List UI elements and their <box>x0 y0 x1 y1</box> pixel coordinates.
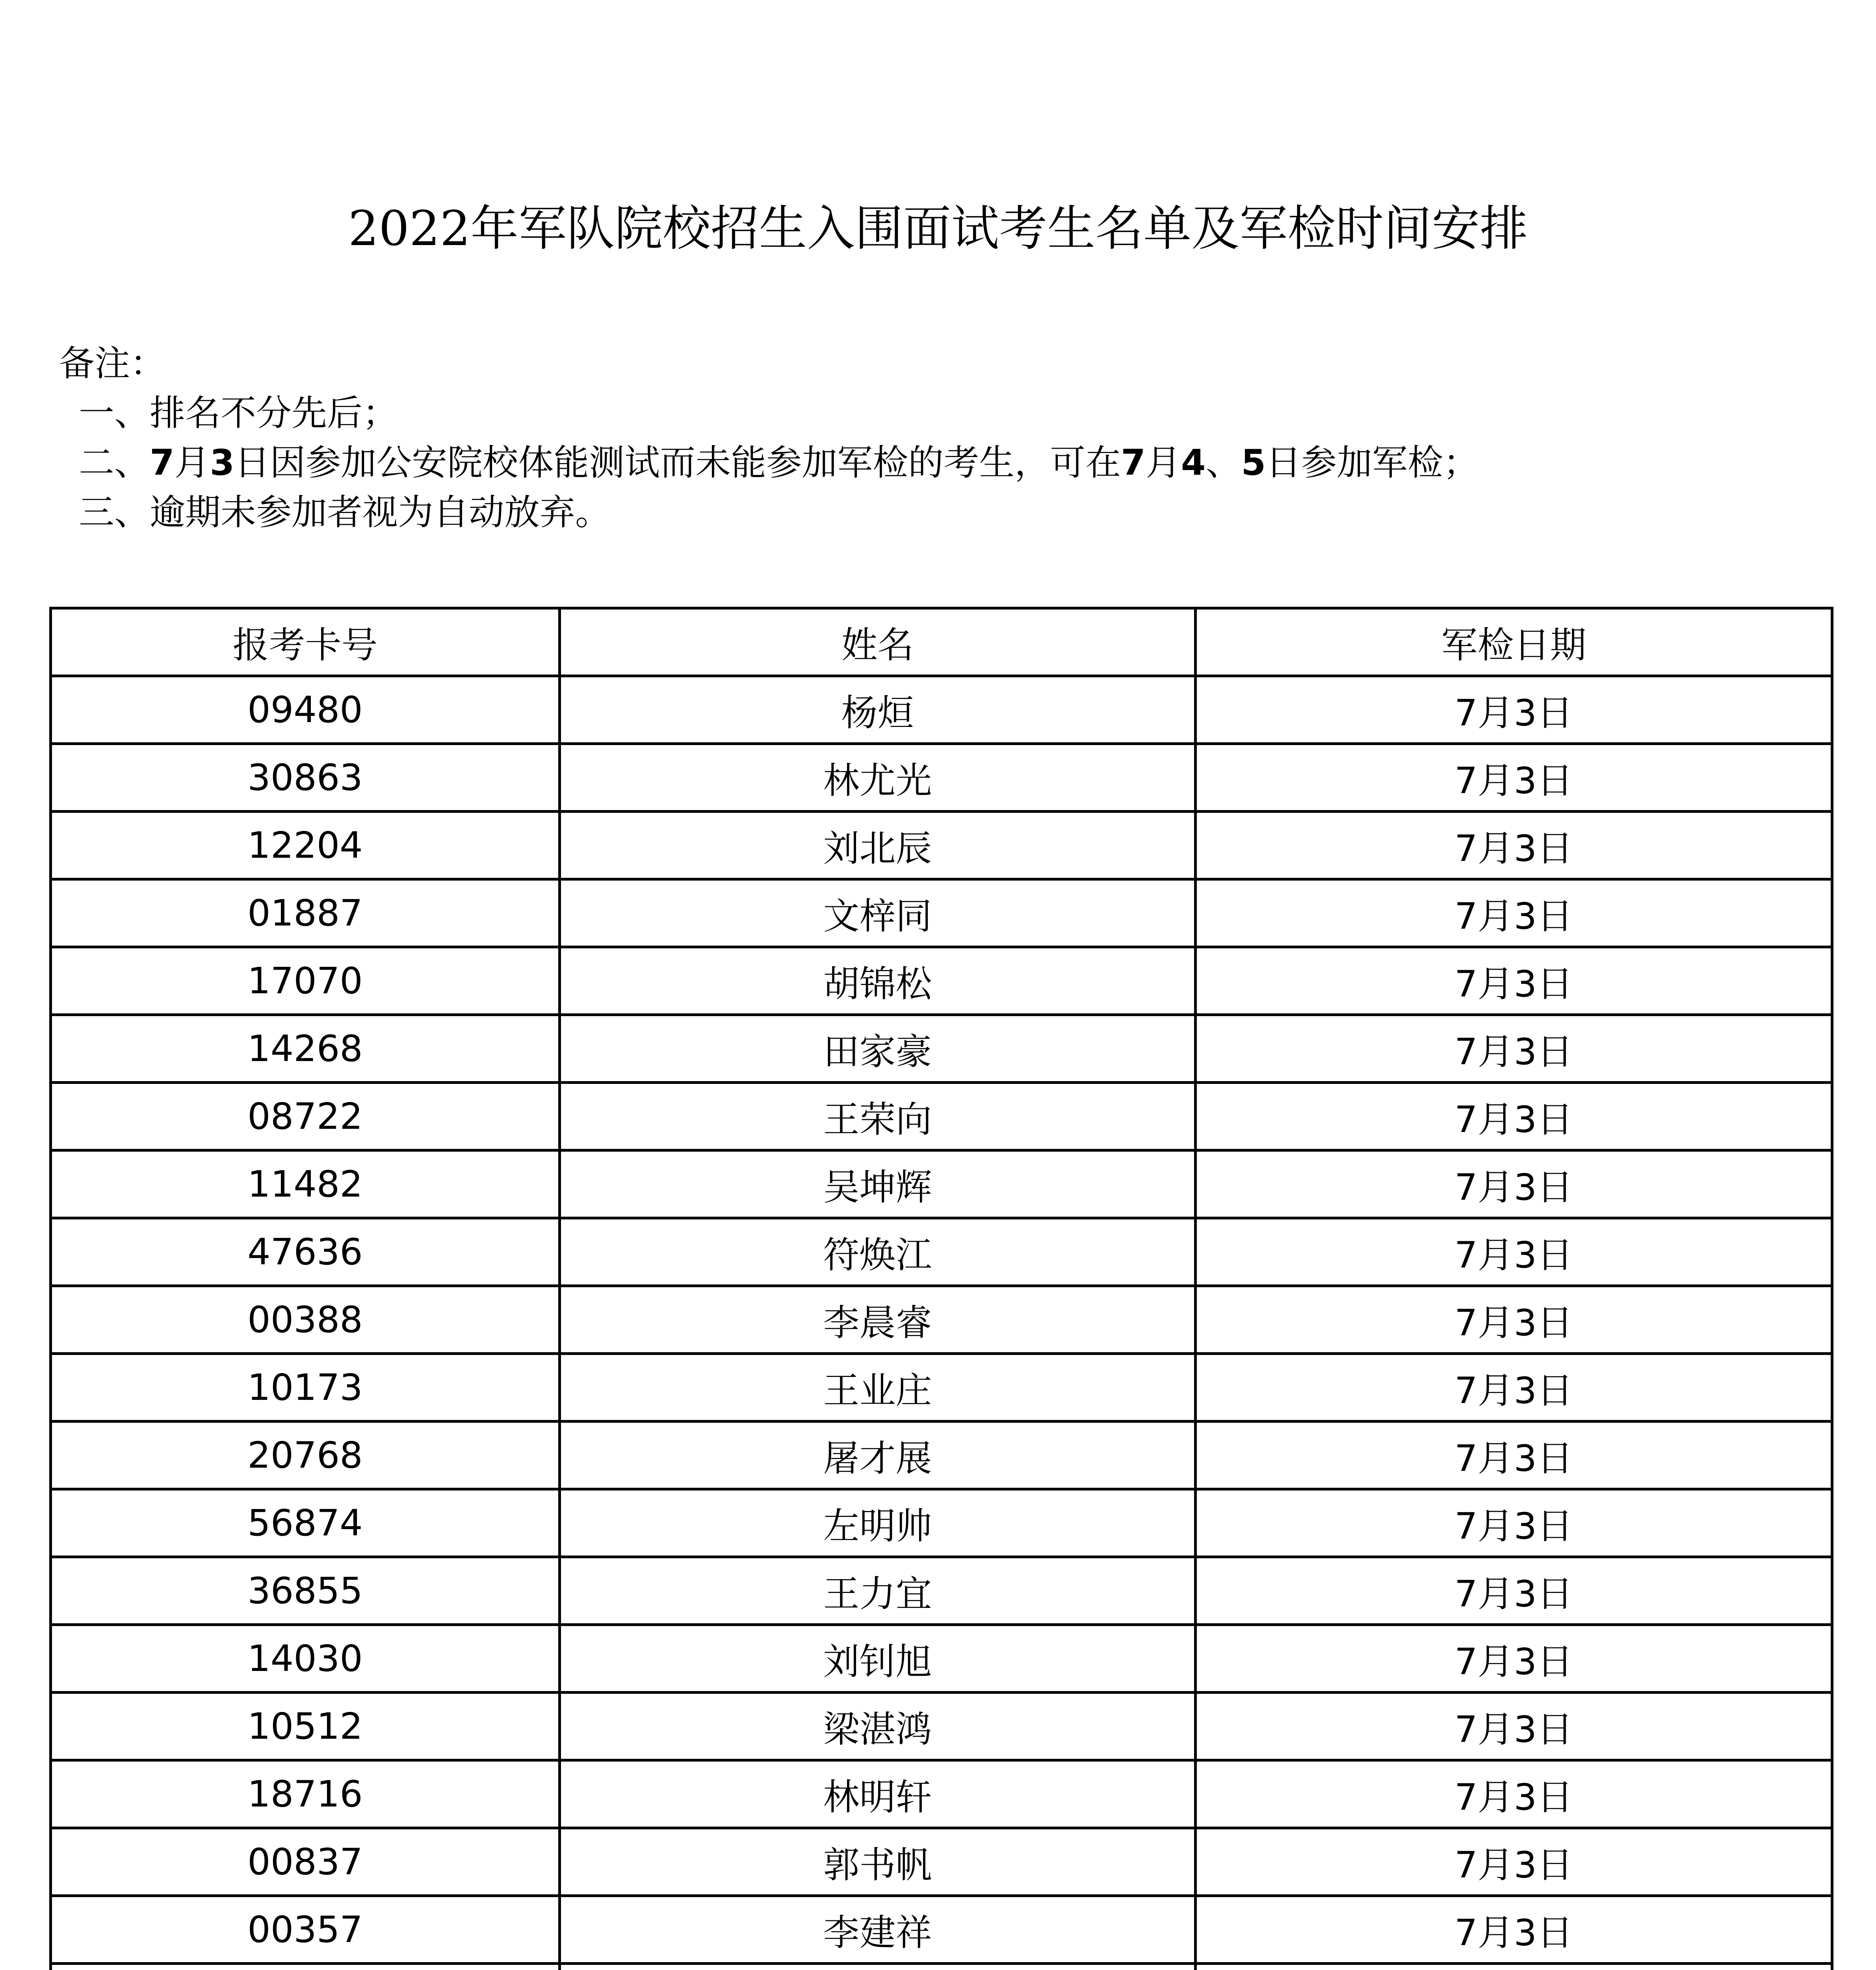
military-check-date-cell: 7月3日 <box>1196 812 1832 879</box>
military-check-date-cell: 7月3日 <box>1196 1354 1832 1422</box>
note-item-2-day-b: 5 <box>1241 442 1266 483</box>
note-item-2-month2-char: 月 <box>1145 442 1181 483</box>
exam-card-number-cell <box>51 1964 560 1970</box>
military-check-date-cell: 7月3日 <box>1196 947 1832 1015</box>
page-title: 2022年军队院校招生入围面试考生名单及军检时间安排 <box>348 201 1528 256</box>
military-check-date-cell: 7月3日 <box>1196 1083 1832 1150</box>
table-body <box>51 676 1832 1970</box>
exam-card-number-cell: 01887 <box>51 879 560 947</box>
candidate-name-cell: 梁湛鸿 <box>560 1693 1196 1760</box>
military-check-date-cell: 7月3日 <box>1196 879 1832 947</box>
military-check-date-cell: 7月3日 <box>1196 1218 1832 1286</box>
note-item-2-month: 7 <box>150 442 175 483</box>
candidate-name-cell: 郭书帆 <box>560 1828 1196 1896</box>
military-check-date-cell: 7月3日 <box>1196 1286 1832 1354</box>
notes-heading: 备注： <box>59 343 165 384</box>
note-item-2-sep: 、 <box>1205 442 1241 483</box>
military-check-date-cell: 7月3日 <box>1196 1015 1832 1083</box>
table-row <box>51 1896 1832 1964</box>
table-row <box>51 1354 1832 1422</box>
table-row <box>51 1015 1832 1083</box>
table-row <box>51 1693 1832 1760</box>
exam-card-number-cell: 09480 <box>51 676 560 744</box>
table-row <box>51 879 1832 947</box>
candidate-table <box>49 607 1833 1970</box>
candidate-name-cell: 胡锦松 <box>560 947 1196 1015</box>
candidate-name-cell: 符焕江 <box>560 1218 1196 1286</box>
candidate-name-cell: 屠才展 <box>560 1422 1196 1489</box>
military-check-date-cell: 7月3日 <box>1196 676 1832 744</box>
military-check-date-cell: 7月3日 <box>1196 1896 1832 1964</box>
table-row <box>51 1828 1832 1896</box>
exam-card-number-cell: 56874 <box>51 1489 560 1557</box>
candidate-name-cell: 李建祥 <box>560 1896 1196 1964</box>
exam-card-number-cell: 14030 <box>51 1625 560 1693</box>
table-row <box>51 1083 1832 1150</box>
candidate-name-cell: 王业庄 <box>560 1354 1196 1422</box>
exam-card-number-cell: 00388 <box>51 1286 560 1354</box>
exam-card-number-cell: 14268 <box>51 1015 560 1083</box>
header-name: 姓名 <box>560 608 1196 676</box>
candidate-name-cell: 林明轩 <box>560 1760 1196 1828</box>
exam-card-number-cell: 20768 <box>51 1422 560 1489</box>
candidate-name-cell <box>560 1964 1196 1970</box>
exam-card-number-cell: 00357 <box>51 1896 560 1964</box>
candidate-name-cell: 文梓同 <box>560 879 1196 947</box>
exam-card-number-cell: 12204 <box>51 812 560 879</box>
table-row <box>51 947 1832 1015</box>
table-row <box>51 1625 1832 1693</box>
candidate-name-cell: 田家豪 <box>560 1015 1196 1083</box>
exam-card-number-cell: 36855 <box>51 1557 560 1625</box>
candidate-name-cell: 左明帅 <box>560 1489 1196 1557</box>
candidate-name-cell: 李晨睿 <box>560 1286 1196 1354</box>
note-item-1: 一、排名不分先后； <box>79 392 398 434</box>
table-row <box>51 1489 1832 1557</box>
note-item-2-suffix: 日参加军检； <box>1266 442 1479 483</box>
table-header-row <box>51 608 1832 676</box>
table-row <box>51 1422 1832 1489</box>
table-row <box>51 744 1832 812</box>
table-row <box>51 1218 1832 1286</box>
candidate-name-cell: 吴坤辉 <box>560 1150 1196 1218</box>
candidate-name-cell: 王力宜 <box>560 1557 1196 1625</box>
military-check-date-cell: 7月3日 <box>1196 1760 1832 1828</box>
exam-card-number-cell: 10173 <box>51 1354 560 1422</box>
candidate-name-cell: 杨烜 <box>560 676 1196 744</box>
table-row <box>51 676 1832 744</box>
candidate-name-cell: 刘北辰 <box>560 812 1196 879</box>
exam-card-number-cell: 30863 <box>51 744 560 812</box>
table-row <box>51 812 1832 879</box>
header-military-check-date: 军检日期 <box>1196 608 1832 676</box>
military-check-date-cell: 7月3日 <box>1196 1693 1832 1760</box>
candidate-name-cell: 刘钊旭 <box>560 1625 1196 1693</box>
military-check-date-cell: 7月3日 <box>1196 1422 1832 1489</box>
note-item-2-month-char: 月 <box>174 442 210 483</box>
note-item-2-day: 3 <box>210 442 235 483</box>
exam-card-number-cell: 47636 <box>51 1218 560 1286</box>
exam-card-number-cell: 11482 <box>51 1150 560 1218</box>
military-check-date-cell: 7月3日 <box>1196 1557 1832 1625</box>
military-check-date-cell: 7月3日 <box>1196 744 1832 812</box>
note-item-2-middle: 日因参加公安院校体能测试而未能参加军检的考生，可在 <box>234 442 1121 483</box>
exam-card-number-cell: 00837 <box>51 1828 560 1896</box>
note-item-2-prefix: 二、 <box>79 442 150 483</box>
military-check-date-cell: 7月3日 <box>1196 1150 1832 1218</box>
table-row <box>51 1964 1832 1970</box>
candidate-name-cell: 林尤光 <box>560 744 1196 812</box>
notes-section <box>59 339 1479 537</box>
exam-card-number-cell: 10512 <box>51 1693 560 1760</box>
table-row <box>51 1760 1832 1828</box>
table-row <box>51 1286 1832 1354</box>
military-check-date-cell: 7月3日 <box>1196 1489 1832 1557</box>
note-item-2-day-a: 4 <box>1181 442 1206 483</box>
header-exam-card-number: 报考卡号 <box>51 608 560 676</box>
exam-card-number-cell: 08722 <box>51 1083 560 1150</box>
note-item-2-month2: 7 <box>1121 442 1146 483</box>
exam-card-number-cell: 17070 <box>51 947 560 1015</box>
table-row <box>51 1150 1832 1218</box>
note-item-3: 三、逾期未参加者视为自动放弃。 <box>79 492 611 533</box>
military-check-date-cell <box>1196 1964 1832 1970</box>
military-check-date-cell: 7月3日 <box>1196 1625 1832 1693</box>
military-check-date-cell: 7月3日 <box>1196 1828 1832 1896</box>
table-row <box>51 1557 1832 1625</box>
candidate-name-cell: 王荣向 <box>560 1083 1196 1150</box>
exam-card-number-cell: 18716 <box>51 1760 560 1828</box>
note-item-2 <box>59 438 1479 488</box>
